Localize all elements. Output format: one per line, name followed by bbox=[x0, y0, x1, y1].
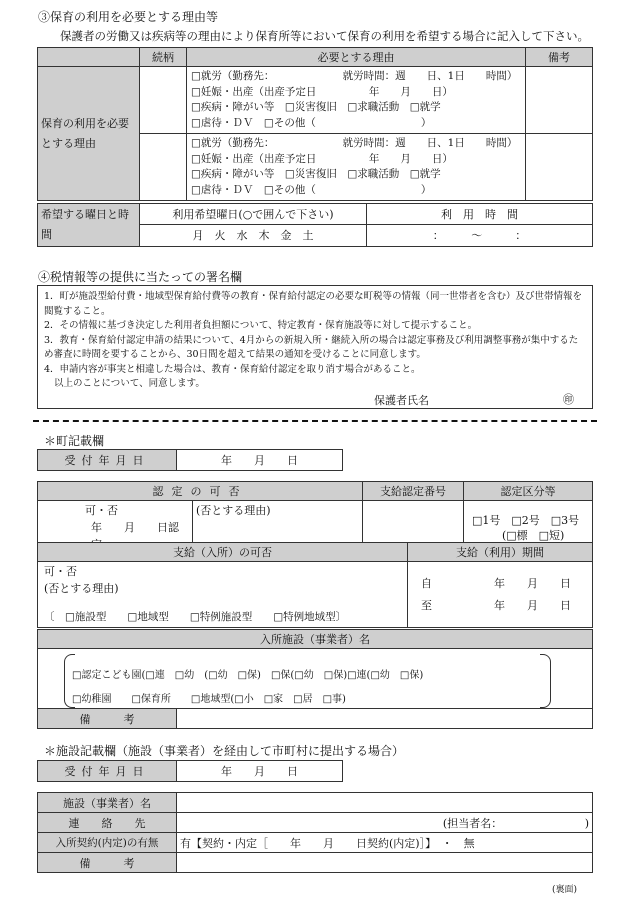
consent-item-1: 1．町が施設型給付費・地域型保育給付費等の教育・保育給付認定の必要な町税等の情報（同一世帯者を含む）及び世帯情報を閲覧すること。 bbox=[44, 291, 583, 317]
admission-types[interactable]: 〔 □施設型 □地域型 □特例施設型 □特例地域型〕 bbox=[44, 611, 347, 623]
reason-pregnancy[interactable]: □妊娠・出産（出産予定日 年 月 日） bbox=[191, 85, 453, 98]
admission-cell[interactable] bbox=[38, 562, 408, 628]
reason-illness[interactable]: □疾病・障がい等 □災害復旧 □求職活動 □就学 bbox=[191, 101, 441, 113]
consent-item-4: 4．申請内容が事実と相違した場合は、教育・保育給付認定を取り消す場合があること。 bbox=[44, 363, 421, 375]
reason-cell-1[interactable] bbox=[187, 67, 526, 134]
facility-name-label: 施設（事業者）名 bbox=[38, 793, 177, 813]
reason-other[interactable]: □虐待・ＤＶ □その他（ ） bbox=[191, 116, 432, 129]
cert-reason[interactable]: (否とする理由) bbox=[193, 501, 363, 555]
cut-line bbox=[33, 420, 597, 422]
class-header: 認定区分等 bbox=[463, 482, 592, 501]
period-to-date[interactable]: 年 月 日 bbox=[494, 598, 571, 612]
reason-work[interactable]: □就労（勤務先： 就労時間：週 日、1日 時間） bbox=[191, 137, 518, 149]
town-section-title: ＊町記載欄 bbox=[44, 434, 105, 448]
period-cell[interactable] bbox=[408, 562, 593, 628]
bracket-right bbox=[540, 654, 551, 708]
relation-header: 続柄 bbox=[140, 48, 187, 67]
consent-agree: 以上のことについて、同意します。 bbox=[54, 378, 205, 389]
period-to-label: 至 bbox=[421, 598, 432, 612]
cert-yn[interactable]: 可・否 bbox=[85, 504, 118, 517]
reason-cell-2[interactable] bbox=[187, 134, 526, 201]
cert-date[interactable]: 年 月 日認 bbox=[91, 521, 179, 534]
period-from-date[interactable]: 年 月 日 bbox=[494, 576, 571, 590]
town-remarks-label: 備 考 bbox=[38, 709, 177, 729]
reason-left-label: 保育の利用を必要とする理由 bbox=[38, 67, 140, 201]
town-receipt-date[interactable]: 年 月 日 bbox=[177, 450, 343, 471]
page-footer: (裏面) bbox=[552, 885, 578, 895]
wish-times[interactable]: ： ～ ： bbox=[367, 224, 593, 246]
facility-receipt-table bbox=[37, 760, 343, 782]
facility-name-value[interactable] bbox=[177, 793, 593, 813]
facility-header: 入所施設（事業者）名 bbox=[38, 630, 593, 649]
facility-type-line2[interactable]: □幼稚園 □保育所 □地域型(□小 □家 □居 □事) bbox=[72, 694, 346, 705]
wish-table bbox=[37, 203, 593, 247]
tax-consent-box bbox=[37, 285, 593, 409]
payment-no-header: 支給認定番号 bbox=[362, 482, 463, 501]
reason-table bbox=[37, 47, 593, 201]
facility-remarks-label: 備 考 bbox=[38, 853, 177, 873]
facility-contact-label: 連 絡 先 bbox=[38, 813, 177, 833]
blank-cell bbox=[38, 48, 140, 67]
admission-header: 支給（入所）の可否 bbox=[38, 543, 408, 562]
facility-info-table bbox=[37, 792, 593, 873]
note-header: 備考 bbox=[526, 48, 593, 67]
relation-cell-2[interactable] bbox=[140, 134, 187, 201]
facility-remarks-value[interactable] bbox=[177, 853, 593, 873]
contract-label: 入所契約(内定)の有無 bbox=[38, 833, 177, 853]
reason-illness[interactable]: □疾病・障がい等 □災害復旧 □求職活動 □就学 bbox=[191, 168, 441, 180]
note-cell-2[interactable] bbox=[526, 134, 593, 201]
contract-value[interactable]: 有【契約・内定［ 年 月 日契約(内定)］】 ・ 無 bbox=[177, 833, 593, 853]
admission-table bbox=[37, 542, 593, 628]
facility-receipt-label: 受付年月日 bbox=[38, 761, 177, 782]
consent-item-2: 2．その情報に基づき決定した利用者負担額について、特定教育・保育施設等に対して提示すること。 bbox=[44, 320, 478, 331]
class-sub-options[interactable]: (□標 □短) bbox=[501, 528, 565, 542]
class-options[interactable]: □1号 □2号 □3号 bbox=[471, 513, 580, 527]
admission-yn[interactable]: 可・否 bbox=[44, 565, 77, 578]
section3-instruction: 保護者の労働又は疾病等の理由により保育所等において保育の利用を希望する場合に記入して下さい。 bbox=[60, 29, 589, 43]
period-from-label: 自 bbox=[421, 576, 432, 590]
note-cell-1[interactable] bbox=[526, 67, 593, 134]
facility-contact-person[interactable]: (担当者名： ) bbox=[177, 813, 593, 833]
facility-section-title: ＊施設記載欄（施設（事業者）を経由して市町村に提出する場合） bbox=[44, 744, 405, 758]
reason-header: 必要とする理由 bbox=[187, 48, 526, 67]
town-receipt-label: 受付年月日 bbox=[38, 450, 177, 471]
section4-title: ④税情報等の提供に当たっての署名欄 bbox=[38, 270, 243, 284]
reason-work[interactable]: □就労（勤務先： 就労時間：週 日、1日 時間） bbox=[191, 70, 518, 82]
relation-cell-1[interactable] bbox=[140, 67, 187, 134]
consent-item-3: 3．教育・保育給付認定申請の結果について、4月からの新規入所・継続入所の場合は認定事務及び利用調整事務が集中するため審査に時間を要することから、30日間を超えて結果の通知を受けることに同意します。 bbox=[44, 334, 579, 360]
cert-header: 認定の可否 bbox=[38, 482, 363, 501]
wish-time-header: 利 用 時 間 bbox=[367, 204, 593, 225]
wish-days[interactable]: 月 火 水 木 金 土 bbox=[140, 224, 367, 246]
facility-type-line1[interactable]: □認定こども園(□連 □幼 (□幼 □保) □保(□幼 □保)□連(□幼 □保) bbox=[72, 670, 424, 681]
town-remarks-value[interactable] bbox=[177, 709, 593, 729]
reason-pregnancy[interactable]: □妊娠・出産（出産予定日 年 月 日） bbox=[191, 152, 453, 165]
section3-title: ③保育の利用を必要とする理由等 bbox=[38, 10, 219, 24]
wish-label: 希望する曜日と時間 bbox=[38, 204, 140, 247]
town-receipt-table bbox=[37, 449, 343, 471]
guardian-name-label: 保護者氏名 bbox=[374, 394, 429, 407]
admission-reason[interactable]: (否とする理由) bbox=[44, 582, 119, 595]
seal-mark: ㊞ bbox=[563, 393, 574, 406]
reason-other[interactable]: □虐待・ＤＶ □その他（ ） bbox=[191, 183, 432, 196]
wish-day-header: 利用希望曜日(○で囲んで下さい) bbox=[140, 204, 367, 225]
facility-receipt-date[interactable]: 年 月 日 bbox=[177, 761, 343, 782]
period-header: 支給（利用）期間 bbox=[408, 543, 593, 562]
